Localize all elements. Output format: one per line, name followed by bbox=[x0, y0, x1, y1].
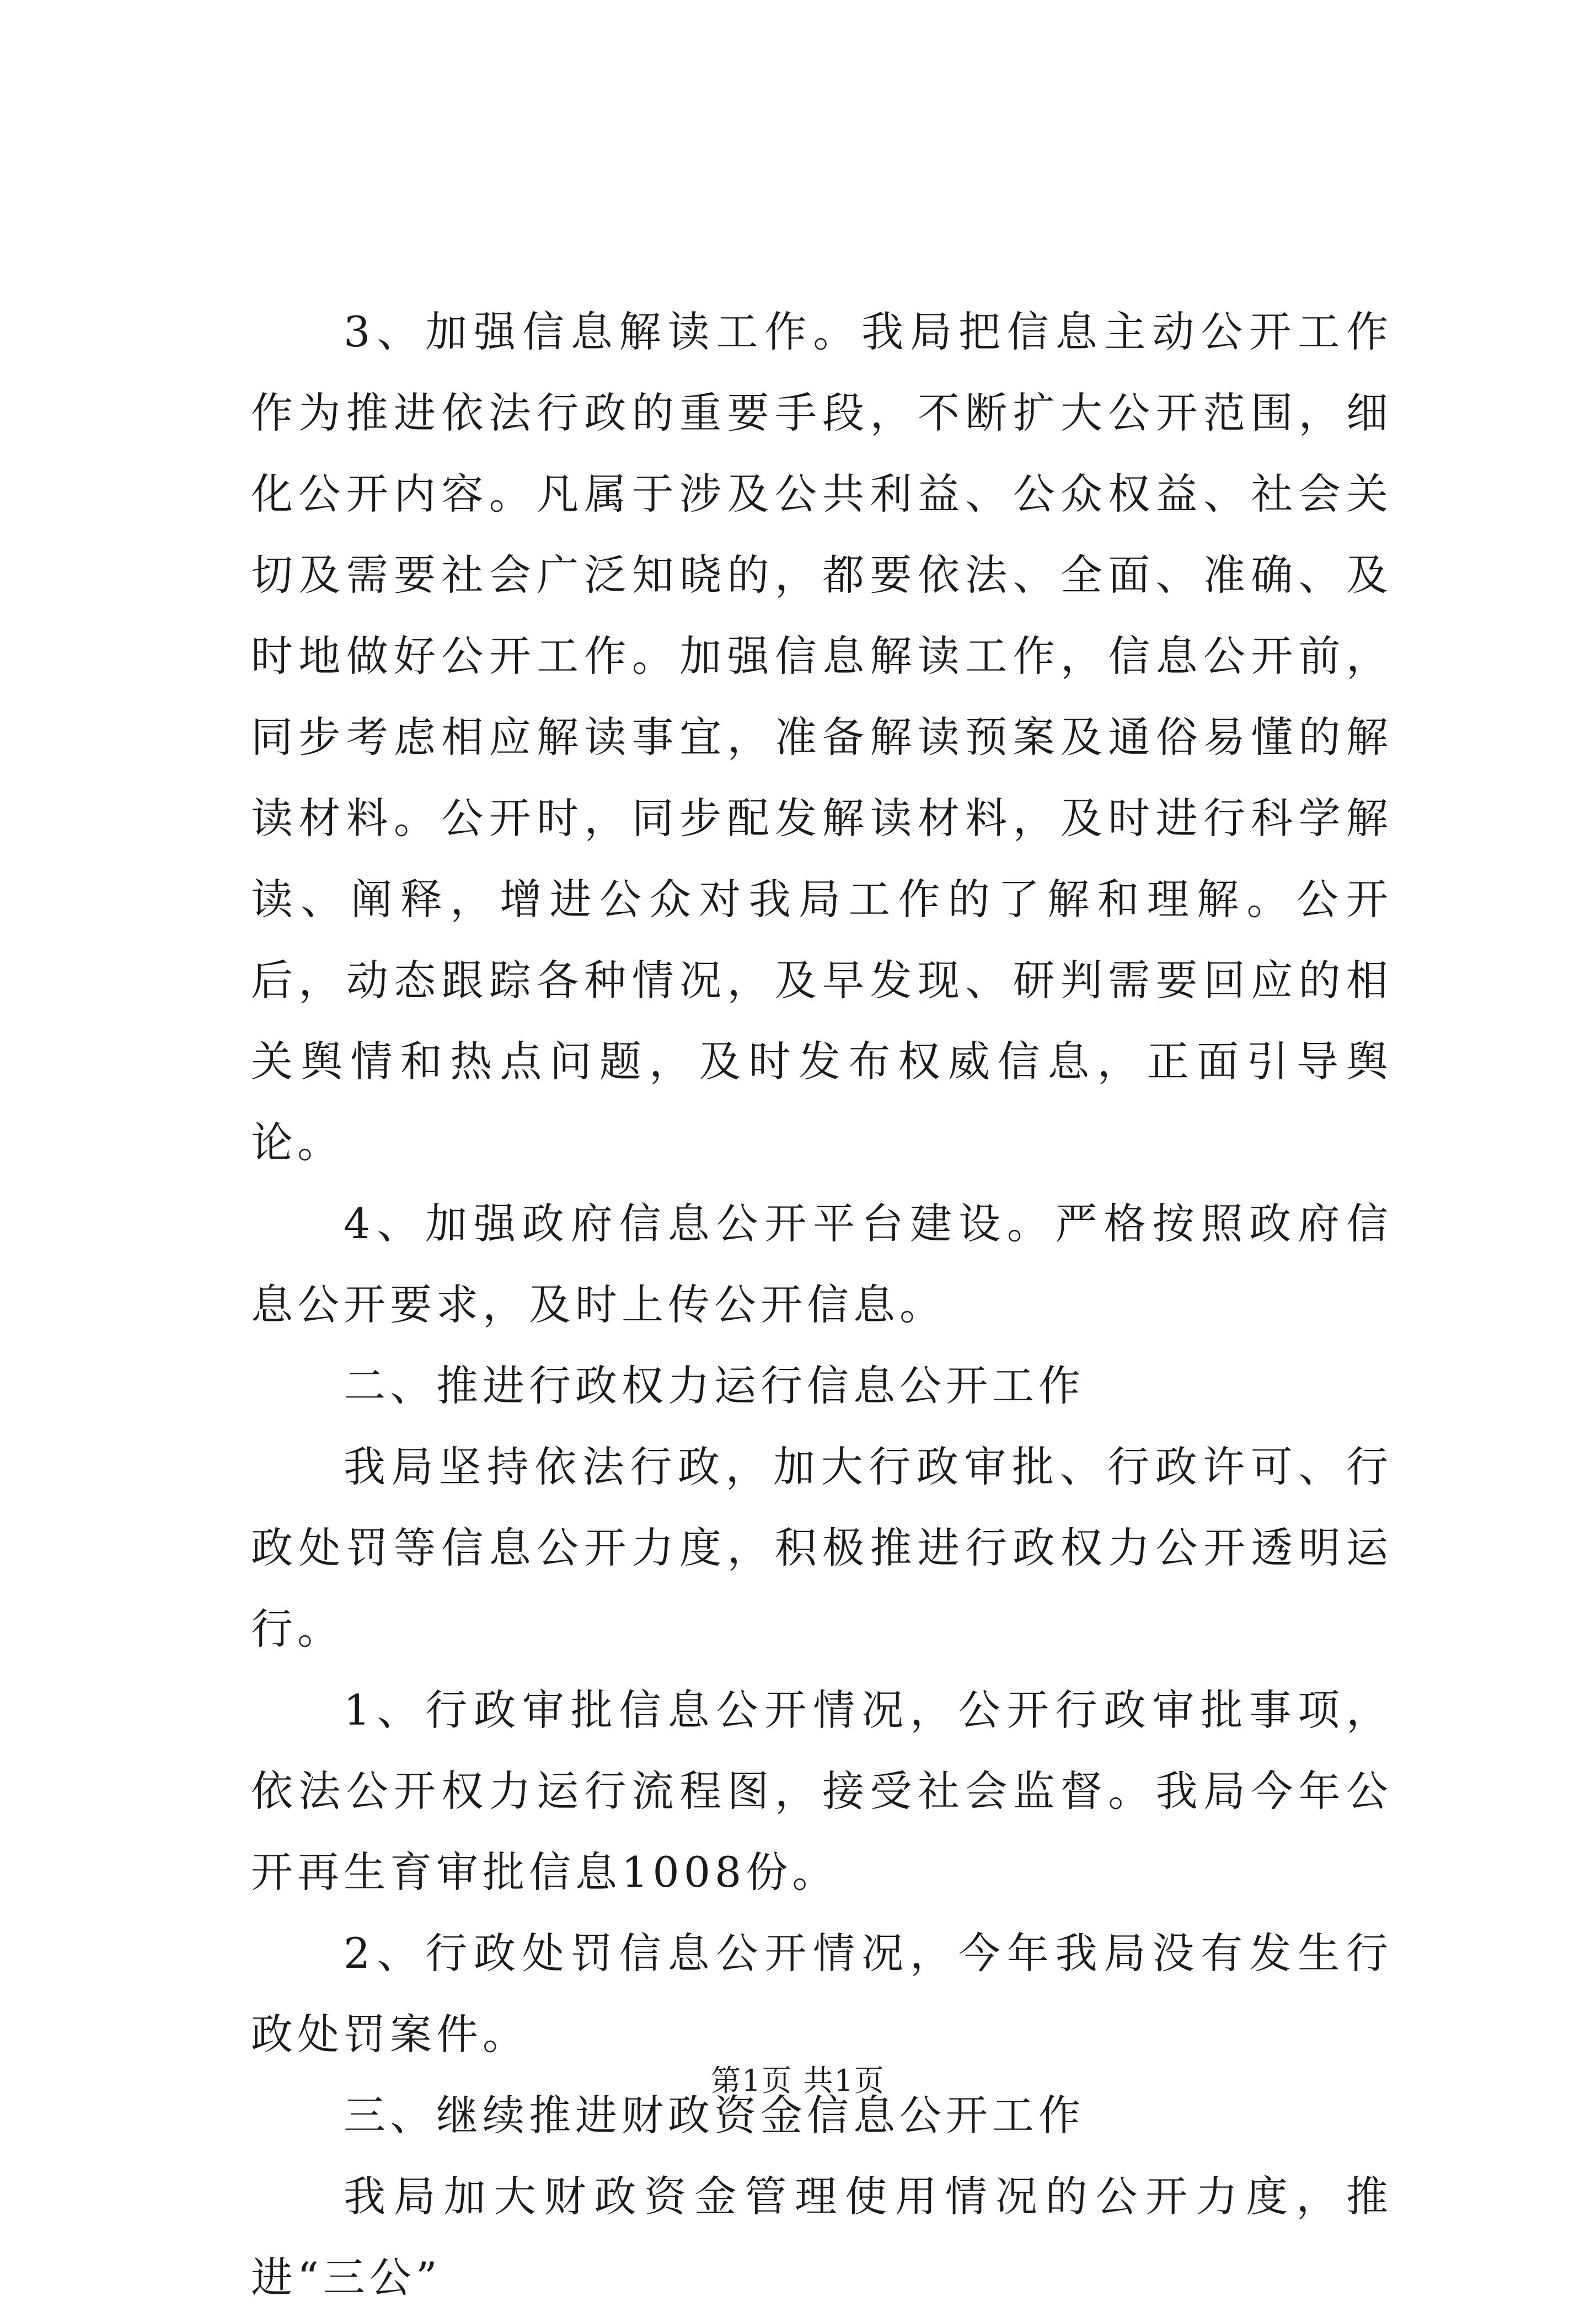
section-heading-administrative-power: 二、推进行政权力运行信息公开工作 bbox=[344, 1361, 1085, 1410]
page-number-footer: 第1页 共1页 bbox=[711, 2063, 885, 2098]
paragraph-platform-construction: 4、加强政府信息公开平台建设。严格按照政府信息公开要求，及时上传公开信息。 bbox=[251, 1199, 1393, 1329]
document-body bbox=[251, 291, 1393, 2318]
paragraph-fiscal-funds: 我局加大财政资金管理使用情况的公开力度，推进“三公” bbox=[251, 2172, 1393, 2302]
paragraph-strengthen-interpretation: 3、加强信息解读工作。我局把信息主动公开工作作为推进依法行政的重要手段，不断扩大公开范围，细化公开内容。凡属于涉及公共利益、公众权益、社会关切及需要社会广泛知晓的，都要依法、全面、准确、及时地做好公开工作。加强信息解读工作，信息公开前，同步考虑相应解读事宜，准备解读预案及通俗易懂的解读材料。公开时，同步配发解读材料，及时进行科学解读、阐释，增进公众对我局工作的了解和理解。公开后，动态跟踪各种情况，及早发现、研判需要回应的相关舆情和热点问题，及时发布权威信息，正面引导舆论。 bbox=[251, 307, 1393, 1167]
paragraph-approval-disclosure: 1、行政审批信息公开情况，公开行政审批事项，依法公开权力运行流程图，接受社会监督。我局今年公开再生育审批信息1008份。 bbox=[251, 1685, 1393, 1897]
paragraph-administrative-law: 我局坚持依法行政，加大行政审批、行政许可、行政处罚等信息公开力度，积极推进行政权力公开透明运行。 bbox=[251, 1442, 1393, 1653]
section-heading-fiscal-funds: 三、继续推进财政资金信息公开工作 bbox=[344, 2091, 1085, 2140]
paragraph-penalty-disclosure: 2、行政处罚信息公开情况，今年我局没有发生行政处罚案件。 bbox=[251, 1929, 1393, 2059]
